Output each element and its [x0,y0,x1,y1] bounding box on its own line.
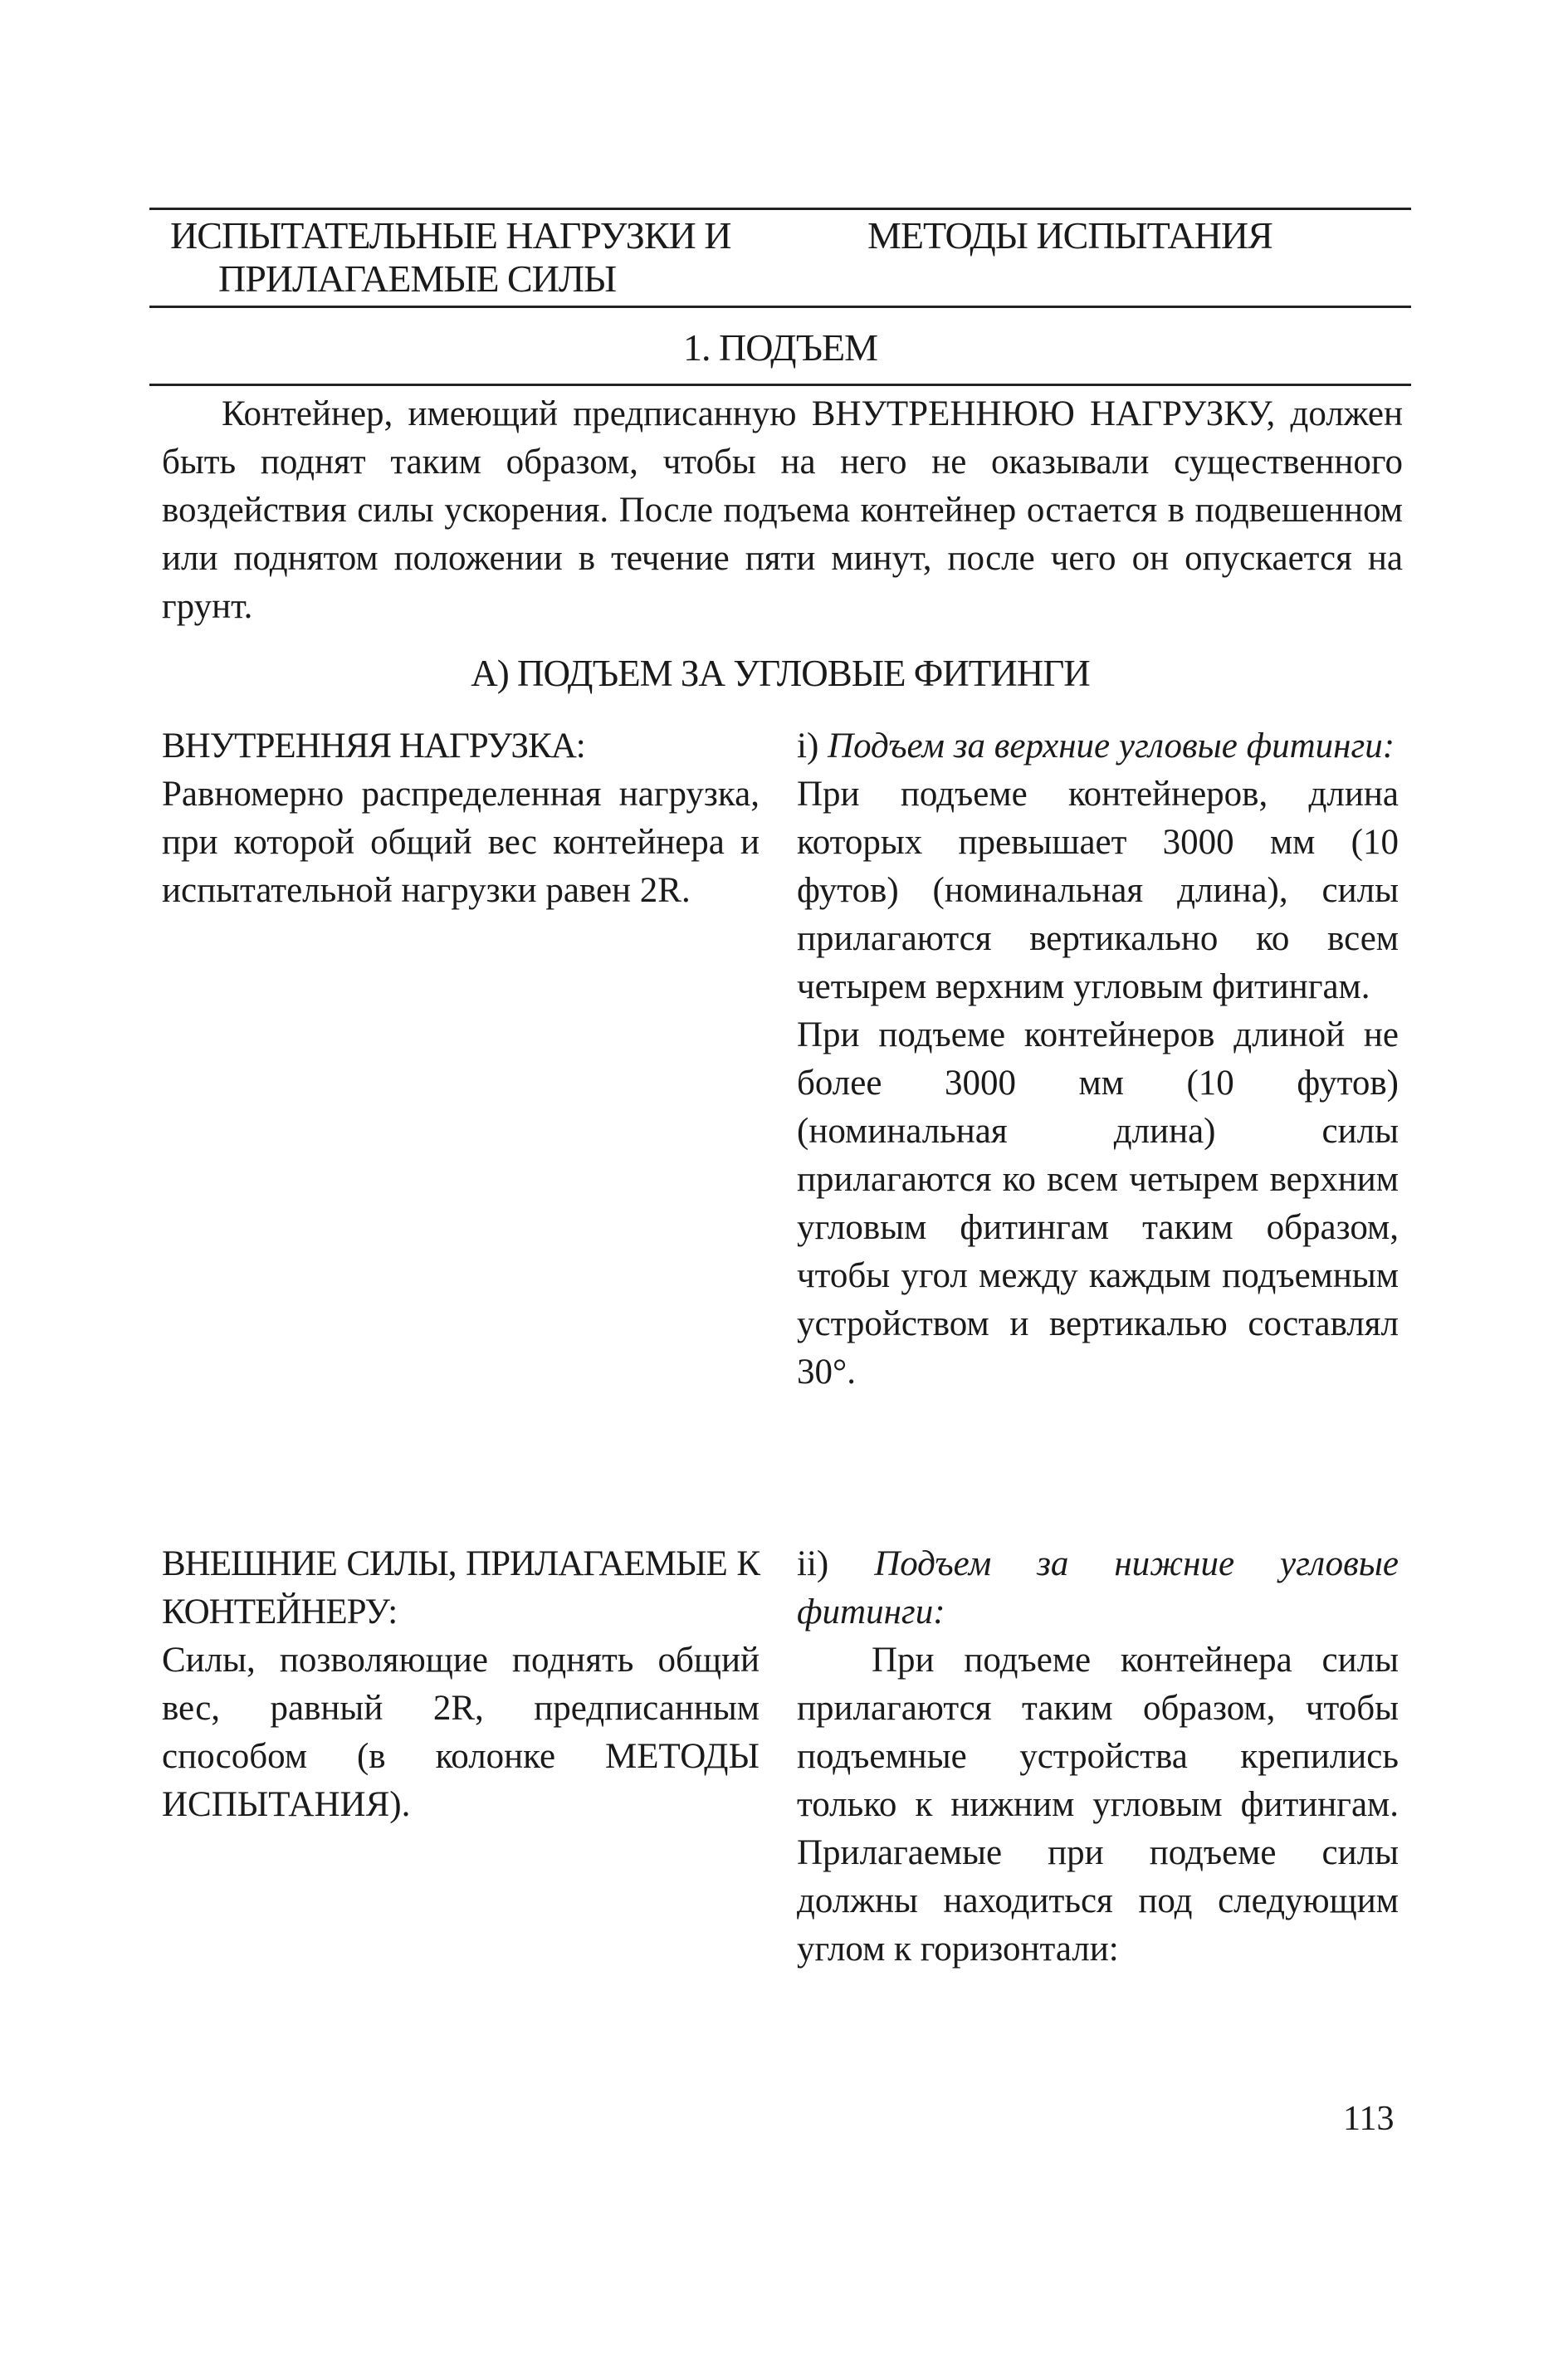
bottom-fittings-para1: При подъеме контейнера силы прилагаются таким образом, чтобы подъемные устройства крепились только к нижним угловым фитингам. Прилагаемые при подъеме силы должны находиться под следующим углом к горизонтали: [797,1641,1399,1969]
top-fittings-para1: При подъеме контейнеров, длина которых превышает 3000 мм (10 футов) (номинальная длина), силы прилагаются вертикально ко всем четырем верхним угловым фитингам. [797,775,1399,1006]
internal-load-text: Равномерно распределенная нагрузка, при которой общий вес контейнера и испытательной нагрузки равен 2R. [162,775,760,910]
header-left-line1: ИСПЫТАТЕЛЬНЫЕ НАГРУЗКИ И [170,214,731,257]
left-block-external-forces [162,1540,760,1829]
left-block-internal-load [162,722,760,915]
top-fittings-para2: При подъеме контейнеров длиной не более 3000 мм (10 футов) (номинальная длина) силы прилагаются ко всем четырем верхним угловым фитингам таким образом, чтобы угол между каждым подъемным устройством и вертикалью составлял 30°. [797,1015,1399,1392]
top-fittings-heading-line [797,722,1399,770]
intro-paragraph-block [162,390,1403,631]
right-block-bottom-fittings [797,1540,1399,1974]
header-bottom-rule [149,306,1411,308]
bottom-fittings-label: ii) [797,1544,829,1583]
header-right-column-title: МЕТОДЫ ИСПЫТАНИЯ [867,214,1272,257]
bottom-fittings-heading: Подъем за нижние угловые фитинги: [797,1544,1399,1631]
bottom-fittings-heading-line [797,1540,1399,1636]
external-forces-heading: ВНЕШНИЕ СИЛЫ, ПРИЛАГАЕМЫЕ К КОНТЕЙНЕРУ: [162,1544,760,1631]
intro-paragraph: Контейнер, имеющий предписанную ВНУТРЕННЮЮ НАГРУЗКУ, должен быть поднят таким образом, чтобы на него не оказывали существенного воздействия силы ускорения. После подъема контейнер остается в подвешенном или поднятом положении в течение пяти минут, после чего он опускается на грунт. [162,394,1403,626]
internal-load-heading: ВНУТРЕННЯЯ НАГРУЗКА: [162,726,585,766]
header-left-column-title [170,214,818,301]
top-fittings-heading: Подъем за верхние угловые фитинги: [828,726,1395,766]
page-number: 113 [1343,2100,1395,2138]
subsection-title: А) ПОДЪЕМ ЗА УГЛОВЫЕ ФИТИНГИ [471,653,1090,694]
section-rule [149,384,1411,386]
header-top-rule [149,208,1411,210]
section-title: 1. ПОДЪЕМ [682,326,877,369]
external-forces-text: Силы, позволяющие поднять общий вес, равный 2R, предписанным способом (в колонке МЕТОДЫ ИСПЫТАНИЯ). [162,1641,760,1824]
top-fittings-label: i) [797,726,819,766]
header-left-line2: ПРИЛАГАЕМЫЕ СИЛЫ [218,257,617,300]
right-block-top-fittings [797,722,1399,1397]
